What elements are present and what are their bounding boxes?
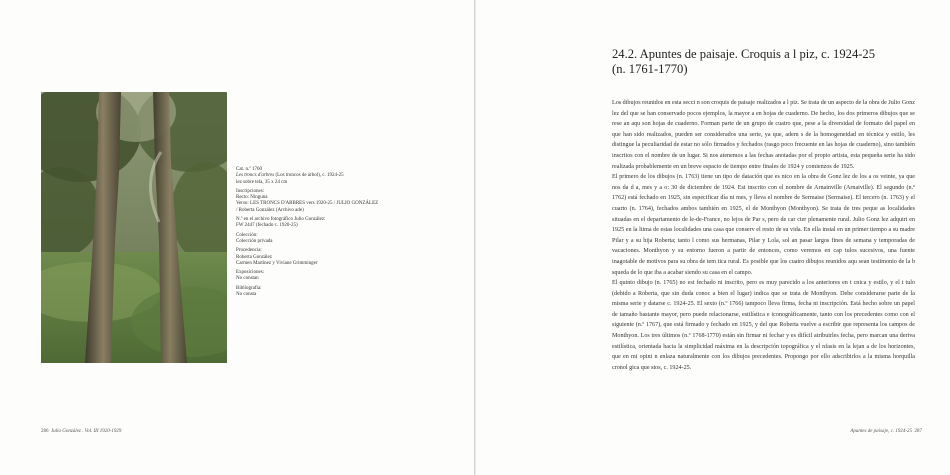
section-title-line2: (n. 1761-1770)	[612, 62, 688, 76]
collection-value: Colección privada	[236, 238, 273, 244]
archive-heading: N.º en el archivo fotográfico Julio González:	[236, 217, 326, 223]
inscription-verso: Verso: LES TRONCS D'ARBRES vers 1920-25 / JULIO GONZÁLEZ	[236, 201, 379, 207]
artwork-title-italic: Les troncs d'arbres	[236, 173, 275, 179]
inscription-recto: Recto: Ninguna	[236, 195, 268, 201]
painting-image	[41, 92, 227, 363]
paragraph: El primero de los dibujos (n. 1763) tiene un tipo de datación que es nico en la obra de Gonz lez de los a os veinte, ya que nos da d a, mes y a o: 30 de diciembre de 1924. Est inscrito con el nombre de Arnainville (Arnaiville). El segundo (n.º 1762) está fechado en 1925, sin especificar día ni mes, y lleva el nombre de Sermaise (Sermaise). El tercero (n. 1763) y el cuarto (n. 1764), fechados ambos también en 1925, el de Monthyon (Monthyon). Se trata de tres peque as localidades situadas en el departamento de le-de-France, no lejos de Par s, pero de car cter plenamente rural. Julio Gonz lez adquiri en 1925 en la ltima de estas localidades una casa que conserv el resto de su vida. En ella instal en un primer tiempo a su madre Pilar y a su hija Roberta; tanto l como sus hermanas, Pilar y Lola, sol an pasar largos fines de semana y temporadas de vacaciones. Monthyon y su entorno fueron a partir de entonces, como veremos en cap tulos sucesivos, una fuente inagotable de motivos para su obra de tem tica rural. Es posible que los cuatro dibujos reunidos aqu sean testimonio de la b squeda de lo que iba a acabar siendo su casa en el campo.	[612, 174, 915, 276]
painting-icon	[41, 92, 227, 363]
page-number-left: 286	[41, 429, 49, 434]
section-title	[612, 47, 912, 77]
archive-value: FW 2447 (fechado c. 1920-25)	[236, 223, 298, 229]
running-head-left: Julio González . Vol. III 1920-1929	[51, 429, 122, 434]
provenance-item: Roberta González	[236, 254, 272, 260]
bibliography-heading: Bibliografía:	[236, 285, 262, 291]
catalog-number: Cat. n.º 1760	[236, 167, 262, 172]
folio-right	[850, 429, 922, 434]
paragraph: Los dibujos reunidos en esta secci n son croquis de paisaje realizados a l piz. Se trata de un aspecto de la obra de Julio Gonz lez del que se han conservado pocos ejemplos, la mayor a en hojas de cuaderno. De hecho, los dos primeros dibujos que se rese an aqu son hojas de cuaderno. Forman parte de un grupo de cuatro que, pese a la diversidad de formato del papel en que han sido realizados, pueden ser considerados una serie, ya que, adem s de la homogeneidad en técnica y estilo, les distingue la peculiaridad de estar no sólo firmados y fechados (rasgo poco frecuente en las hojas de cuaderno), sino también inscritos con el nombre de un lugar. Si nos atenemos a las fechas anotadas por el propio artista, esta pequeña serie ha sido realizada probablemente en un breve espacio de tiempo entre finales de 1924 y comienzos de 1925.	[612, 100, 915, 170]
running-head-right: Apuntes de paisaje, c. 1924-25	[850, 429, 912, 434]
page-number-right: 287	[914, 429, 922, 434]
body-text	[612, 98, 915, 373]
artwork-caption	[236, 167, 386, 298]
provenance-item: Carmen Martínez y Viviane Grimminger	[236, 260, 318, 266]
inscriptions-heading: Inscripciones:	[236, 188, 265, 194]
paragraph: El quinto dibujo (n. 1765) no est fechado ni inscrito, pero es muy parecido a los anteriores en t cnica y estilo, y el t tulo (debido a Roberta, que sin duda conoc a bien el lugar) indica que se trata de Monthyon. Debe considerarse parte de la misma serie y datarse c. 1924-25. El sexto (n.º 1766) tampoco lleva firma, fecha ni inscripción. Está hecho sobre un papel de tamaño bastante mayor, pero puede relacionarse, estilística e iconográficamente, tanto con los precedentes como con el siguiente (n.º 1767), que está firmado y fechado en 1925, y del que Roberta vuelve a escribir que representa los campos de Monthyon. Los tres últimos (n.º 1768-1770) están sin firmar ni fechar y es difícil atribuirles fecha, pero marcan una deriva estilística, orientada hacia la simplicidad máxima en la descripción topográfica y el nfasis en la lejan a de los horizontes, que en mi opini n enlaza naturalmente con los dibujos precedentes. Propongo por ello adscribirlos a la misma horquilla cronol gica que stos, c. 1924-25.	[612, 280, 915, 371]
exhibitions-value: No constan	[236, 276, 259, 282]
artwork-medium: lez sobre tela, 35 x 24 cm	[236, 179, 288, 185]
folio-left	[41, 429, 121, 434]
provenance-heading: Procedencia:	[236, 248, 262, 254]
bibliography-value: No consta	[236, 292, 257, 298]
artwork-title-rest: (Los troncos de árbol), c. 1924-25	[274, 173, 344, 179]
left-page	[0, 0, 474, 475]
inscription-verso-cont: / Roberta González (Archivo ade)	[236, 207, 304, 213]
exhibitions-heading: Exposiciones:	[236, 270, 265, 276]
section-title-line1: 24.2. Apuntes de paisaje. Croquis a l piz, c. 1924-25	[612, 47, 876, 61]
collection-heading: Colección:	[236, 232, 258, 238]
